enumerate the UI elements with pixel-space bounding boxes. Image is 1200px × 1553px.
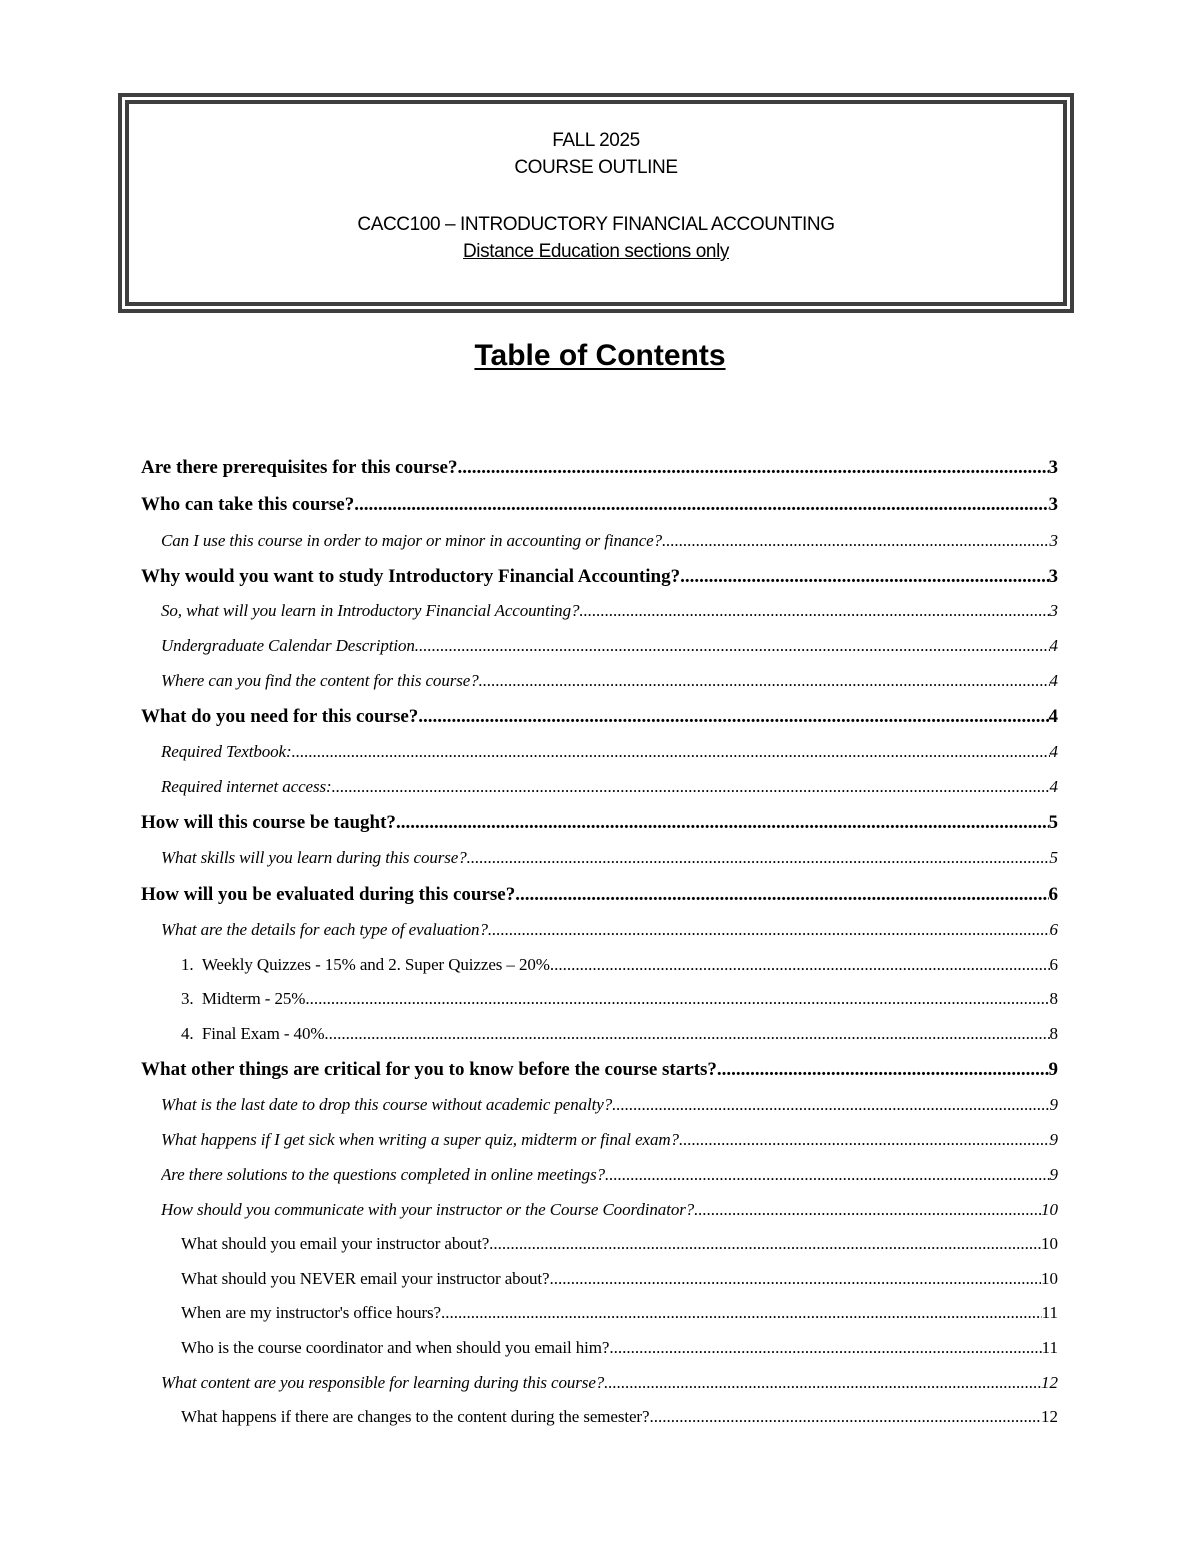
- toc-entry-text: Are there solutions to the questions completed in online meetings?: [161, 1165, 605, 1184]
- toc-entry-text: Can I use this course in order to major or minor in accounting or finance?: [161, 531, 662, 550]
- toc-leader: [489, 1233, 1041, 1255]
- toc-entry-text: Are there prerequisites for this course?: [141, 457, 458, 478]
- toc-page-number: 4: [1049, 671, 1058, 690]
- toc-page-number: 8: [1049, 1024, 1058, 1043]
- toc-entry-text: What happens if I get sick when writing a super quiz, midterm or final exam?: [161, 1130, 679, 1149]
- toc-page-number: 9: [1048, 1059, 1058, 1080]
- toc-entry[interactable]: [161, 1199, 1058, 1221]
- toc-page-number: 3: [1048, 457, 1058, 478]
- toc-entry-text: Required Textbook:: [161, 742, 292, 761]
- toc-leader: [441, 1302, 1042, 1324]
- toc-page-number: 4: [1048, 706, 1058, 727]
- toc-entry-text: What are the details for each type of evaluation?: [161, 920, 488, 939]
- toc-leader: [305, 988, 1049, 1010]
- toc-entry[interactable]: [161, 1094, 1058, 1116]
- toc-leader: [649, 1406, 1041, 1428]
- toc-page-number: 6: [1049, 920, 1058, 939]
- toc-page-number: 5: [1048, 812, 1058, 833]
- toc-entry[interactable]: [181, 1023, 1058, 1045]
- section-note: Distance Education sections only: [462, 241, 730, 262]
- toc-leader: [354, 493, 1048, 517]
- toc-entry[interactable]: [181, 1302, 1058, 1324]
- toc-entry-text: What skills will you learn during this course?: [161, 848, 467, 867]
- toc-leader: [550, 954, 1050, 976]
- toc-entry-text: So, what will you learn in Introductory Financial Accounting?: [161, 601, 580, 620]
- toc-page-number: 10: [1041, 1234, 1058, 1253]
- toc-entry-text: What content are you responsible for learning during this course?: [161, 1373, 605, 1392]
- toc-page-number: 4: [1049, 636, 1058, 655]
- toc-leader: [612, 1094, 1049, 1116]
- toc-heading: [0, 336, 1200, 376]
- course-header-box: [118, 93, 1074, 313]
- toc-entry[interactable]: [161, 635, 1058, 657]
- toc-page-number: 11: [1041, 1338, 1058, 1357]
- toc-entry[interactable]: [181, 988, 1058, 1010]
- toc-leader: [609, 1337, 1041, 1359]
- toc-entry-text: 1. Weekly Quizzes - 15% and 2. Super Quizzes – 20%: [181, 955, 550, 974]
- toc-page-number: 8: [1049, 989, 1058, 1008]
- document-type-label: COURSE OUTLINE: [514, 157, 678, 178]
- toc-leader: [488, 919, 1050, 941]
- toc-entry-text: Where can you find the content for this course?: [161, 671, 479, 690]
- toc-entry[interactable]: [161, 1372, 1058, 1394]
- toc-leader: [515, 883, 1048, 907]
- toc-leader: [324, 1023, 1049, 1045]
- toc-entry[interactable]: [161, 600, 1058, 622]
- toc-entry[interactable]: [141, 456, 1058, 480]
- toc-leader: [680, 565, 1048, 589]
- toc-leader: [467, 847, 1050, 869]
- toc-leader: [662, 530, 1050, 552]
- toc-entry[interactable]: [141, 493, 1058, 517]
- toc-page-number: 5: [1049, 848, 1058, 867]
- toc-page-number: 9: [1049, 1095, 1058, 1114]
- toc-leader: [717, 1058, 1049, 1082]
- toc-entry[interactable]: [181, 1406, 1058, 1428]
- toc-leader: [604, 1372, 1041, 1394]
- toc-page-number: 10: [1041, 1200, 1058, 1219]
- toc-leader: [679, 1129, 1050, 1151]
- toc-entry[interactable]: [161, 741, 1058, 763]
- toc-entry[interactable]: [141, 705, 1058, 729]
- toc-entry-text: 3. Midterm - 25%: [181, 989, 306, 1008]
- toc-entry-text: What is the last date to drop this course without academic penalty?: [161, 1095, 613, 1114]
- toc-entry-text: How should you communicate with your instructor or the Course Coordinator?: [161, 1200, 695, 1219]
- toc-entry-text: Who is the course coordinator and when should you email him?: [181, 1338, 610, 1357]
- toc-page-number: 6: [1048, 884, 1058, 905]
- toc-entry-text: Required internet access:: [161, 777, 332, 796]
- toc-leader: [579, 600, 1049, 622]
- toc-entry[interactable]: [181, 1337, 1058, 1359]
- toc-entry[interactable]: [181, 1268, 1058, 1290]
- toc-page-number: 9: [1049, 1165, 1058, 1184]
- toc-leader: [396, 811, 1049, 835]
- toc-entry-text: Why would you want to study Introductory Financial Accounting?: [141, 566, 681, 587]
- toc-page-number: 4: [1049, 742, 1058, 761]
- toc-page-number: 12: [1041, 1373, 1058, 1392]
- toc-entry-text: What should you NEVER email your instructor about?: [181, 1269, 550, 1288]
- toc-page-number: 10: [1041, 1269, 1058, 1288]
- term-label: FALL 2025: [552, 130, 640, 151]
- toc-entry[interactable]: [161, 670, 1058, 692]
- toc-entry[interactable]: [141, 883, 1058, 907]
- toc-entry[interactable]: [141, 565, 1058, 589]
- toc-entry-text: How will you be evaluated during this course?: [141, 884, 516, 905]
- toc-heading-text: Table of Contents: [474, 339, 726, 372]
- toc-entry[interactable]: [161, 1129, 1058, 1151]
- toc-leader: [292, 741, 1050, 763]
- toc-entry-text: Who can take this course?: [141, 494, 355, 515]
- toc-leader: [549, 1268, 1041, 1290]
- toc-page-number: 9: [1049, 1130, 1058, 1149]
- toc-entry-text: How will this course be taught?: [141, 812, 396, 833]
- toc-entry-text: Undergraduate Calendar Description: [161, 636, 415, 655]
- toc-entry[interactable]: [181, 1233, 1058, 1255]
- toc-leader: [332, 776, 1050, 798]
- toc-page-number: 6: [1049, 955, 1058, 974]
- toc-entry[interactable]: [161, 919, 1058, 941]
- toc-entry[interactable]: [161, 847, 1058, 869]
- toc-entry-text: 4. Final Exam - 40%: [181, 1024, 325, 1043]
- toc-page-number: 4: [1049, 777, 1058, 796]
- toc-page-number: 11: [1041, 1303, 1058, 1322]
- toc-leader: [457, 456, 1048, 480]
- toc-leader: [605, 1164, 1050, 1186]
- toc-entry[interactable]: [161, 776, 1058, 798]
- toc-entry[interactable]: [161, 1164, 1058, 1186]
- toc-leader: [415, 635, 1050, 657]
- toc-page-number: 3: [1048, 494, 1058, 515]
- course-title: CACC100 – INTRODUCTORY FINANCIAL ACCOUNTING: [357, 214, 835, 235]
- toc-page-number: 3: [1049, 601, 1058, 620]
- toc-page-number: 3: [1049, 531, 1058, 550]
- toc-entry[interactable]: [141, 1058, 1058, 1082]
- toc-entry[interactable]: [181, 954, 1058, 976]
- toc-entry-text: What other things are critical for you to know before the course starts?: [141, 1059, 717, 1080]
- toc-entry[interactable]: [161, 530, 1058, 552]
- toc-leader: [418, 705, 1048, 729]
- toc-entry-text: When are my instructor's office hours?: [181, 1303, 441, 1322]
- toc-entry-text: What do you need for this course?: [141, 706, 419, 727]
- toc-entry[interactable]: [141, 811, 1058, 835]
- toc-page-number: 3: [1048, 566, 1058, 587]
- toc-entry-text: What should you email your instructor about?: [181, 1234, 490, 1253]
- toc-leader: [694, 1199, 1041, 1221]
- toc-entry-text: What happens if there are changes to the content during the semester?: [181, 1407, 650, 1426]
- toc-page-number: 12: [1041, 1407, 1058, 1426]
- toc-leader: [479, 670, 1050, 692]
